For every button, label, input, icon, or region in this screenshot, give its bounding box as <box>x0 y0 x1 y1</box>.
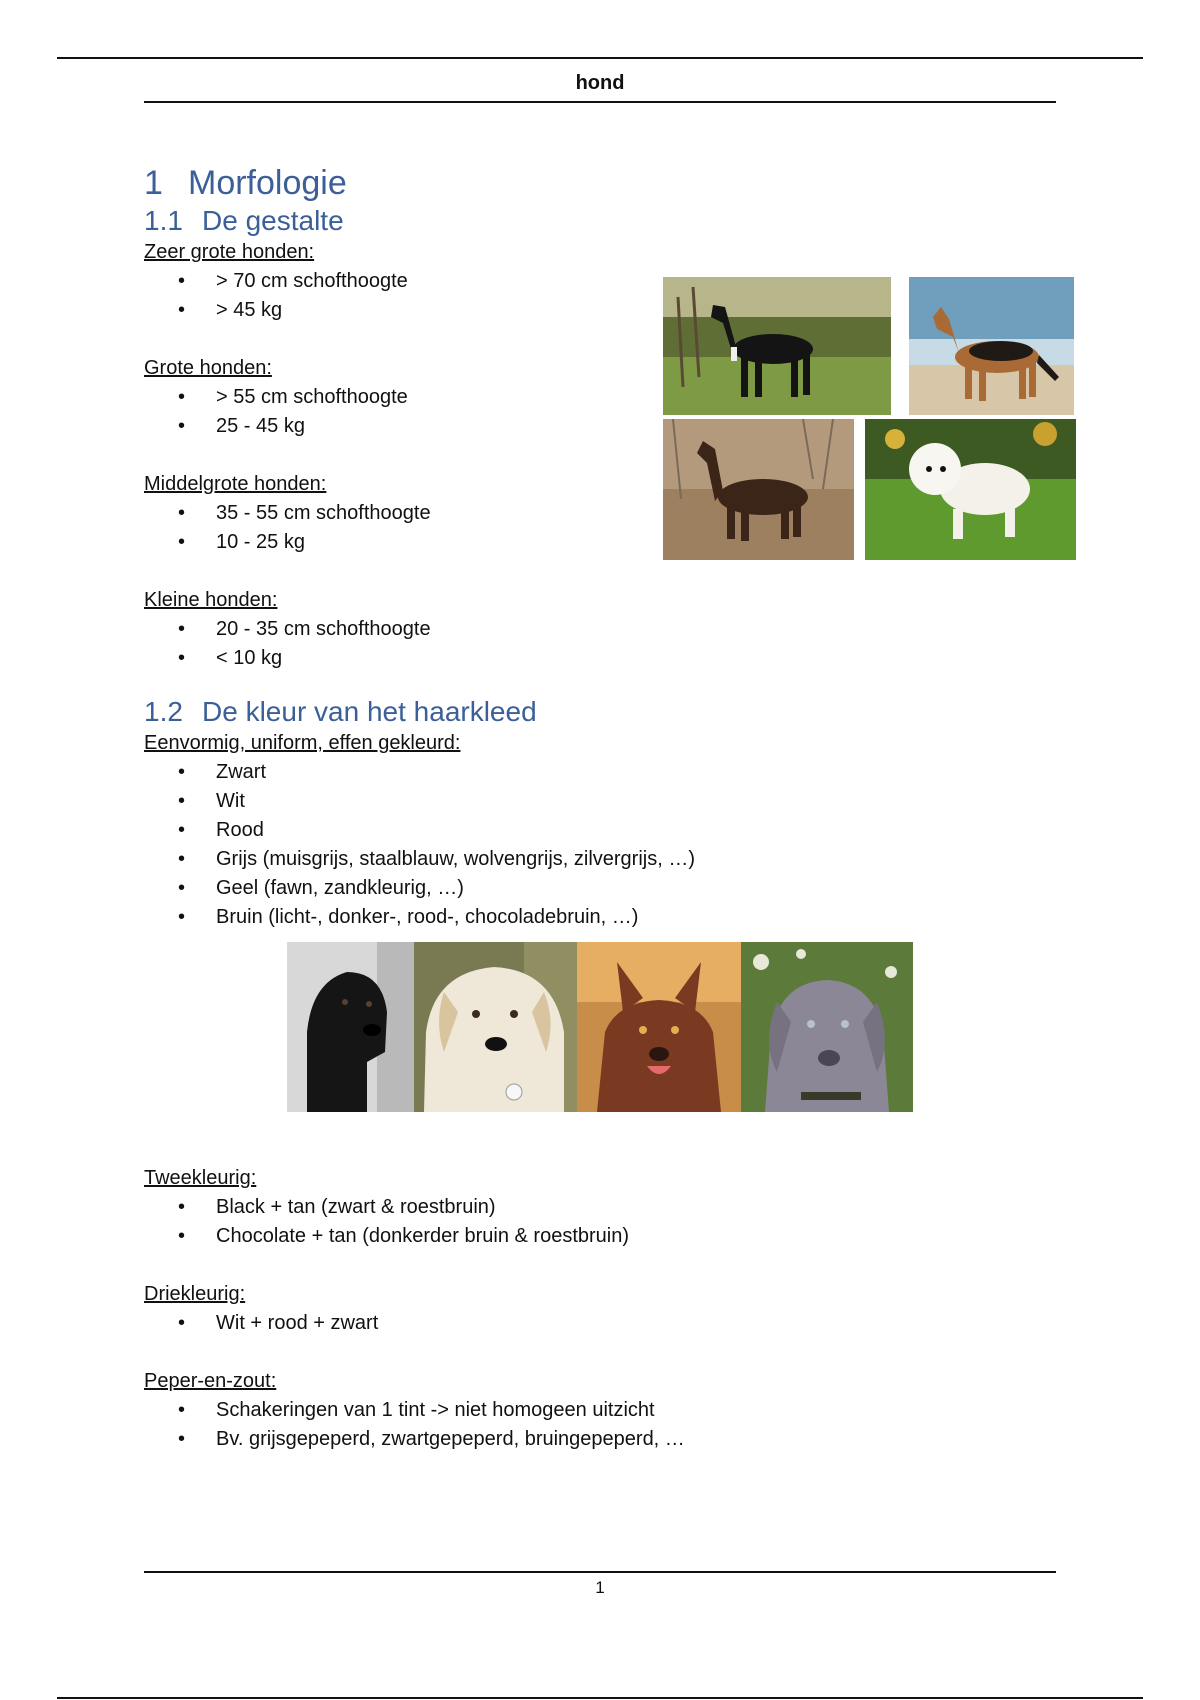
bullet-list <box>144 615 1056 673</box>
photo-black-labrador <box>287 942 414 1112</box>
bullet-list <box>144 1193 1056 1251</box>
heading-text: De kleur van het haarkleed <box>202 696 537 727</box>
heading-number: 1.2 <box>144 696 183 727</box>
group-label: Peper-en-zout: <box>144 1370 277 1392</box>
list-item: • Rood <box>144 816 1056 845</box>
list-item: • > 55 cm schofthoogte <box>144 383 1056 412</box>
color-group-pepper-salt <box>144 1367 1056 1454</box>
list-item: • Zwart <box>144 758 1056 787</box>
photo-red-kelpie <box>577 942 741 1112</box>
header-title: hond <box>575 72 625 94</box>
list-item: • Schakeringen van 1 tint -> niet homogeen uitzicht <box>144 1396 1056 1425</box>
list-item: • > 70 cm schofthoogte <box>144 267 1056 296</box>
group-label: Eenvormig, uniform, effen gekleurd: <box>144 732 461 754</box>
color-group-uniform <box>144 729 1056 932</box>
size-group-small <box>144 586 1056 673</box>
list-item: • Wit + rood + zwart <box>144 1309 1056 1338</box>
header-rule <box>144 101 1056 103</box>
photo-white-pyrenees <box>414 942 577 1112</box>
list-item: • 25 - 45 kg <box>144 412 1056 441</box>
group-label: Grote honden: <box>144 357 272 379</box>
heading-number: 1 <box>144 164 163 202</box>
list-item: • 35 - 55 cm schofthoogte <box>144 499 1056 528</box>
list-item: • > 45 kg <box>144 296 1056 325</box>
footer-rule <box>144 1571 1056 1573</box>
heading-number: 1.1 <box>144 205 183 236</box>
group-label: Tweekleurig: <box>144 1167 257 1189</box>
bullet-list <box>144 1396 1056 1454</box>
list-item: • 20 - 35 cm schofthoogte <box>144 615 1056 644</box>
heading-gestalte <box>144 204 1056 238</box>
list-item: • Grijs (muisgrijs, staalblauw, wolvengrijs, zilvergrijs, …) <box>144 845 1056 874</box>
page-number: 1 <box>595 1578 605 1597</box>
heading-text: Morfologie <box>188 164 347 202</box>
page-bottom-rule <box>57 1697 1143 1699</box>
heading-haarkleed <box>144 695 1056 729</box>
list-item: • 10 - 25 kg <box>144 528 1056 557</box>
list-item: • Bruin (licht-, donker-, rood-, chocoladebruin, …) <box>144 903 1056 932</box>
group-label: Middelgrote honden: <box>144 473 327 495</box>
photo-weimaraner <box>741 942 913 1112</box>
heading-text: De gestalte <box>202 205 344 236</box>
page-top-rule <box>57 57 1143 59</box>
list-item: • Bv. grijsgepeperd, zwartgepeperd, bruingepeperd, … <box>144 1425 1056 1454</box>
color-group-two-tone <box>144 1164 1056 1251</box>
bullet-list <box>144 758 1056 932</box>
photo-german-shepherd <box>909 277 1074 415</box>
list-item: • Chocolate + tan (donkerder bruin & roestbruin) <box>144 1222 1056 1251</box>
group-label: Zeer grote honden: <box>144 241 315 263</box>
list-item: • < 10 kg <box>144 644 1056 673</box>
bullet-list <box>144 1309 1056 1338</box>
photo-great-dane <box>663 277 891 415</box>
group-label: Kleine honden: <box>144 589 278 611</box>
photo-field-spaniel <box>663 419 854 560</box>
group-label: Driekleurig: <box>144 1283 246 1305</box>
color-group-tri-tone <box>144 1280 1056 1338</box>
photo-maltese <box>865 419 1076 560</box>
list-item: • Wit <box>144 787 1056 816</box>
list-item: • Black + tan (zwart & roestbruin) <box>144 1193 1056 1222</box>
heading-morfologie <box>144 162 1056 204</box>
list-item: • Geel (fawn, zandkleurig, …) <box>144 874 1056 903</box>
